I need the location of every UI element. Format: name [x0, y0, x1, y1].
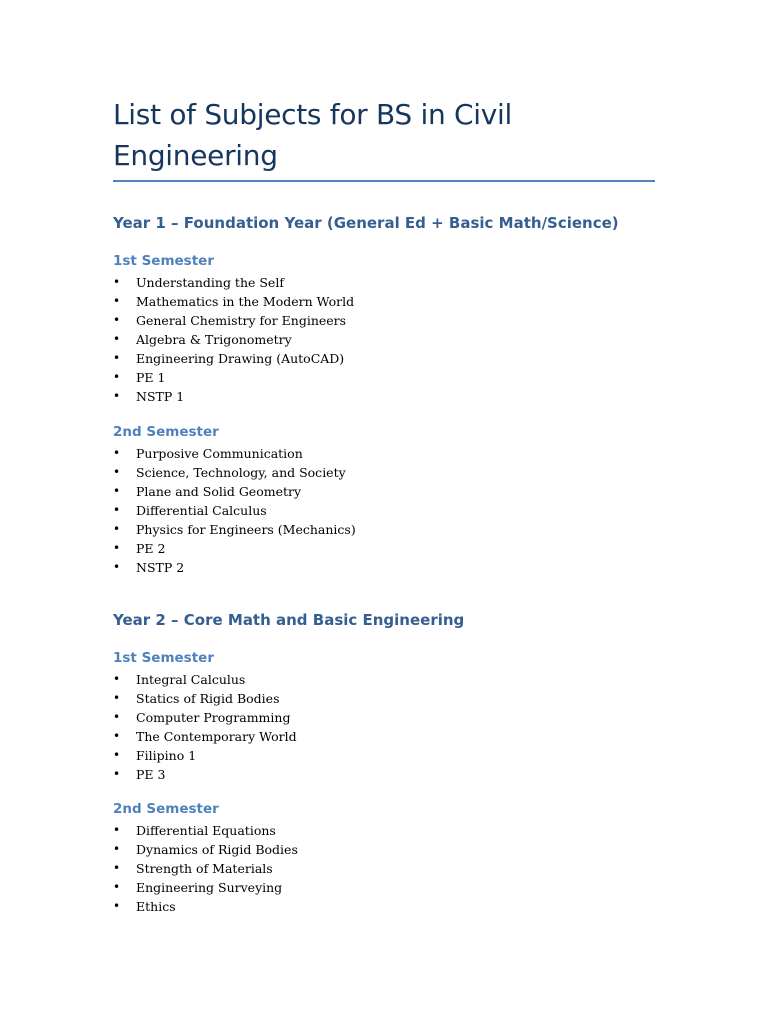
- subject-label: Algebra & Trigonometry: [136, 332, 292, 347]
- subject-label: NSTP 2: [136, 560, 185, 575]
- subject-label: Strength of Materials: [136, 861, 273, 876]
- subject-label: Mathematics in the Modern World: [136, 294, 355, 309]
- subject-label: Differential Calculus: [136, 503, 267, 518]
- bullet-icon: •: [113, 748, 121, 762]
- subject-label: Physics for Engineers (Mechanics): [136, 522, 356, 537]
- subject-item: [113, 708, 297, 727]
- subject-item: [113, 821, 298, 840]
- subject-item: [113, 765, 297, 784]
- bullet-icon: •: [113, 672, 121, 686]
- subject-item: [113, 463, 356, 482]
- year-2-semester-1-heading: 1st Semester: [113, 650, 214, 666]
- year-1-semester-1-subject-list: [113, 273, 354, 406]
- subject-item: [113, 273, 354, 292]
- year-1-heading: Year 1 – Foundation Year (General Ed + Basic Math/Science): [113, 214, 619, 232]
- bullet-icon: •: [113, 503, 121, 517]
- subject-item: [113, 501, 356, 520]
- bullet-icon: •: [113, 332, 121, 346]
- subject-label: PE 1: [136, 370, 166, 385]
- subject-item: [113, 444, 356, 463]
- subject-item: [113, 482, 356, 501]
- bullet-icon: •: [113, 370, 121, 384]
- subject-item: [113, 840, 298, 859]
- bullet-icon: •: [113, 842, 121, 856]
- bullet-icon: •: [113, 729, 121, 743]
- subject-item: [113, 689, 297, 708]
- bullet-icon: •: [113, 389, 121, 403]
- bullet-icon: •: [113, 275, 121, 289]
- subject-item: [113, 859, 298, 878]
- bullet-icon: •: [113, 522, 121, 536]
- subject-label: PE 3: [136, 767, 166, 782]
- bullet-icon: •: [113, 710, 121, 724]
- subject-item: [113, 368, 354, 387]
- subject-label: NSTP 1: [136, 389, 185, 404]
- bullet-icon: •: [113, 823, 121, 837]
- subject-label: Dynamics of Rigid Bodies: [136, 842, 298, 857]
- subject-label: PE 2: [136, 541, 166, 556]
- subject-item: [113, 878, 298, 897]
- subject-item: [113, 520, 356, 539]
- year-2-heading: Year 2 – Core Math and Basic Engineering: [113, 611, 465, 629]
- subject-item: [113, 330, 354, 349]
- subject-label: General Chemistry for Engineers: [136, 313, 347, 328]
- subject-label: The Contemporary World: [136, 729, 297, 744]
- bullet-icon: •: [113, 861, 121, 875]
- year-2-semester-2-heading: 2nd Semester: [113, 801, 219, 817]
- subject-label: Differential Equations: [136, 823, 276, 838]
- subject-item: [113, 292, 354, 311]
- subject-label: Integral Calculus: [136, 672, 246, 687]
- bullet-icon: •: [113, 313, 121, 327]
- subject-label: Statics of Rigid Bodies: [136, 691, 280, 706]
- subject-item: [113, 670, 297, 689]
- bullet-icon: •: [113, 560, 121, 574]
- subject-label: Computer Programming: [136, 710, 291, 725]
- year-1-semester-2-subject-list: [113, 444, 356, 577]
- bullet-icon: •: [113, 484, 121, 498]
- subject-item: [113, 746, 297, 765]
- title-underline-rule: [113, 180, 655, 182]
- subject-label: Filipino 1: [136, 748, 197, 763]
- year-1-semester-1-heading: 1st Semester: [113, 253, 214, 269]
- bullet-icon: •: [113, 880, 121, 894]
- bullet-icon: •: [113, 465, 121, 479]
- document-title: List of Subjects for BS in Civil Engineering: [113, 98, 512, 172]
- subject-label: Science, Technology, and Society: [136, 465, 346, 480]
- subject-item: [113, 311, 354, 330]
- subject-label: Plane and Solid Geometry: [136, 484, 302, 499]
- subject-item: [113, 558, 356, 577]
- subject-item: [113, 387, 354, 406]
- year-2-semester-1-subject-list: [113, 670, 297, 784]
- subject-label: Engineering Surveying: [136, 880, 283, 895]
- subject-item: [113, 727, 297, 746]
- subject-item: [113, 349, 354, 368]
- subject-item: [113, 539, 356, 558]
- subject-label: Purposive Communication: [136, 446, 303, 461]
- bullet-icon: •: [113, 899, 121, 913]
- subject-label: Understanding the Self: [136, 275, 284, 290]
- subject-label: Ethics: [136, 899, 176, 914]
- year-2-semester-2-subject-list: [113, 821, 298, 916]
- year-1-semester-2-heading: 2nd Semester: [113, 424, 219, 440]
- bullet-icon: •: [113, 294, 121, 308]
- bullet-icon: •: [113, 691, 121, 705]
- subject-item: [113, 897, 298, 916]
- subject-label: Engineering Drawing (AutoCAD): [136, 351, 345, 366]
- bullet-icon: •: [113, 541, 121, 555]
- bullet-icon: •: [113, 767, 121, 781]
- bullet-icon: •: [113, 351, 121, 365]
- bullet-icon: •: [113, 446, 121, 460]
